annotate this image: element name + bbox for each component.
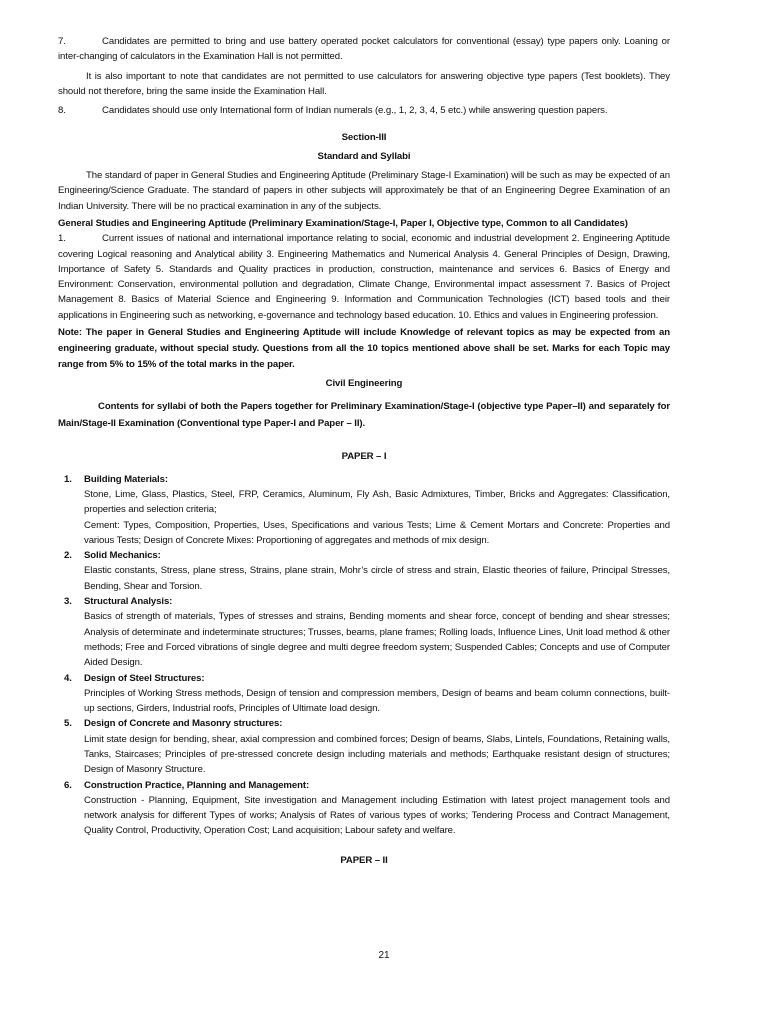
rule-7-note: It is also important to note that candidates are not permitted to use calculators for answering objective type papers (Test booklets). They should not therefore, bring the same inside the Examination Hall. [58,70,670,97]
topic-item [58,671,670,717]
topic-item [58,778,670,839]
topic-body: Basics of strength of materials, Types of stresses and strains, Bending moments and shear force, concept of bending and shear stresses; Analysis of determinate and indeterminate structures; Trusses, beams, plane frames; Rolling loads, Influence Lines, Unit load method & other methods; Free and Forced vibrations of single degree and multi degree freedom system; Suspended Cables; Concepts and use of Computer Aided Design. [84,611,670,669]
gs-topics-text: Current issues of national and international importance relating to social, economic and industrial development 2. Engineering Aptitude covering Logical reasoning and Analytical ability 3. Engineering Mathematics and Numerical Analysis 4. General Principles of Design, Drawing, Importance of Safety 5. Standards and Quality practices in production, construction, maintenance and services 6. Basics of Energy and Environment: Conservation, environmental pollution and degradation, Climate Change, Environmental impact assessment 7. Basics of Project Management 8. Basics of Material Science and Engineering 9. Information and Communication Technologies (ICT) based tools and their applications in Engineering such as networking, e-governance and technology based education. 10. Ethics and values in Engineering profession. [58,233,670,321]
topic-title: Structural Analysis: [84,596,173,608]
section-subtitle: Standard and Syllabi [317,150,411,162]
paper-1-topic-list [58,472,670,839]
topic-title: Design of Steel Structures: [84,672,205,684]
topic-body: Principles of Working Stress methods, Design of tension and compression members, Design of beams and beam column connections, built-up sections, Girders, Industrial roofs, Principles of Ultimate load design. [84,687,670,715]
topic-number: 3. [64,596,72,608]
rule-7-text: Candidates are permitted to bring and use battery operated pocket calculators for conventional (essay) type papers only. Loaning or inter-changing of calculators in the Examination Hall is not permitted. [58,36,670,63]
topic-item [58,716,670,777]
discipline-title: Civil Engineering [325,378,403,390]
topic-body: Stone, Lime, Glass, Plastics, Steel, FRP, Ceramics, Aluminum, Fly Ash, Basic Admixtures, Timber, Bricks and Aggregates: Classification, properties and selection criteria; [84,488,670,516]
topic-title: Solid Mechanics: [84,550,161,562]
document-page [58,34,670,875]
section-title: Section-III [341,132,387,144]
paper-2-heading: PAPER – II [340,854,388,866]
rule-8-number: 8. [58,105,66,117]
topic-title: Building Materials: [84,473,168,485]
page-number: 21 [378,950,390,961]
topic-number: 6. [64,779,72,791]
gs-heading: General Studies and Engineering Aptitude (Preliminary Examination/Stage-I, Paper I, Objective type, Common to all Candidates) [58,217,628,229]
topic-item [58,472,670,548]
rule-8-text: Candidates should use only International form of Indian numerals (e.g., 1, 2, 3, 4, 5 etc.) while answering question papers. [102,105,608,117]
topic-body: Construction - Planning, Equipment, Site investigation and Management including Estimation with latest project management tools and network analysis for different Types of works; Analysis of Rates of various types of works; Tendering Process and Contract Management, Quality Control, Productivity, Operation Cost; Land acquisition; Labour safety and welfare. [84,794,670,837]
rule-8 [58,103,670,118]
topic-item [58,594,670,670]
topic-item [58,548,670,594]
gs-note: Note: The paper in General Studies and Engineering Aptitude will include Knowledge of relevant topics as may be expected from an engineering graduate, without special study. Questions from all the 10 topics mentioned above shall be set. Marks for each Topic may range from 5% to 15% of the total marks in the paper. [58,327,670,371]
rule-7-number: 7. [58,36,66,47]
topic-body: Elastic constants, Stress, plane stress, Strains, plane strain, Mohr’s circle of stress and strain, Elastic theories of failure, Principal Stresses, Bending, Shear and Torsion. [84,565,670,592]
section-intro: The standard of paper in General Studies and Engineering Aptitude (Preliminary Stage-I Examination) will be such as may be expected of an Engineering/Science Graduate. The standard of papers in other subjects will approximately be that of an Engineering Degree Examination of an Indian University. There will be no practical examination in any of the subjects. [58,170,670,212]
topic-number: 4. [64,672,72,684]
contents-statement: Contents for syllabi of both the Papers together for Preliminary Examination/Stage-I (objective type Paper–II) and separately for Main/Stage-II Examination (Conventional type Paper-I and Paper – II). [58,401,670,430]
topic-number: 2. [64,550,72,562]
topic-number: 1. [64,473,72,485]
topic-body: Cement: Types, Composition, Properties, Uses, Specifications and various Tests; Lime & Cement Mortars and Concrete: Properties and various Tests; Design of Concrete Mixes: Proportioning of aggregates and methods of mix design. [84,519,670,546]
paper-1-heading: PAPER – I [341,451,387,463]
gs-topics [58,231,670,323]
topic-body: Limit state design for bending, shear, axial compression and combined forces; Design of beams, Slabs, Lintels, Foundations, Retaining walls, Tanks, Staircases; Principles of pre-stressed concrete design including materials and methods; Earthquake resistant design of structures; Design of Masonry Structure. [84,733,670,776]
topic-title: Design of Concrete and Masonry structures: [84,718,283,730]
rule-7 [58,34,670,65]
topic-number: 5. [64,718,72,730]
topic-title: Construction Practice, Planning and Management: [84,779,310,791]
gs-topics-number: 1. [58,233,66,245]
